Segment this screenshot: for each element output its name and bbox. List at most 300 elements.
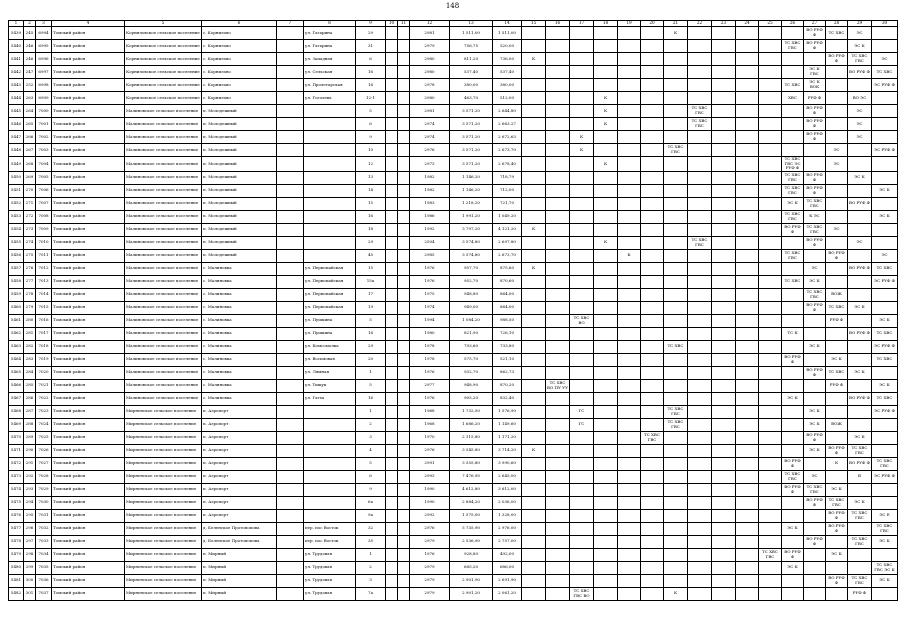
table-cell bbox=[872, 27, 898, 40]
table-row bbox=[9, 171, 898, 184]
table-cell: К bbox=[594, 118, 618, 131]
table-cell bbox=[782, 379, 804, 392]
table-cell bbox=[522, 431, 546, 444]
table-cell bbox=[712, 522, 736, 535]
table-cell bbox=[277, 262, 304, 275]
table-cell bbox=[618, 53, 641, 66]
table-cell bbox=[277, 197, 304, 210]
column-number: 7 bbox=[277, 21, 304, 27]
table-cell bbox=[522, 275, 546, 288]
table-cell: д. Беленское Протопопова bbox=[202, 535, 277, 548]
table-cell: 7009 bbox=[36, 223, 52, 236]
table-row bbox=[9, 535, 898, 548]
table-cell bbox=[570, 457, 594, 470]
table-cell: ЭС bbox=[848, 131, 872, 144]
table-row bbox=[9, 288, 898, 301]
table-cell bbox=[618, 405, 641, 418]
table-cell bbox=[546, 535, 570, 548]
table-cell bbox=[618, 118, 641, 131]
table-cell: 512,00 bbox=[493, 92, 522, 105]
table-row bbox=[9, 431, 898, 444]
table-cell bbox=[759, 353, 782, 366]
table-cell bbox=[570, 561, 594, 574]
table-cell bbox=[736, 92, 759, 105]
table-cell bbox=[594, 327, 618, 340]
table-cell bbox=[618, 587, 641, 600]
table-cell: 1976 bbox=[410, 275, 450, 288]
table-cell: Мирненское сельское поселение bbox=[125, 574, 202, 587]
table-cell bbox=[522, 327, 546, 340]
table-cell: 5 bbox=[356, 314, 386, 327]
table-cell: 5481 bbox=[9, 574, 24, 587]
column-number: 26 bbox=[782, 21, 804, 27]
table-cell: К bbox=[522, 223, 546, 236]
table-cell bbox=[304, 197, 356, 210]
table-cell bbox=[826, 431, 848, 444]
table-cell bbox=[664, 496, 688, 509]
table-cell: ЭС К ГВС bbox=[804, 66, 826, 79]
table-cell bbox=[386, 105, 398, 118]
table-cell bbox=[759, 236, 782, 249]
table-cell: Томский район bbox=[52, 444, 125, 457]
table-cell: 864,00 bbox=[493, 301, 522, 314]
table-cell bbox=[736, 457, 759, 470]
table-cell: 35 bbox=[356, 535, 386, 548]
table-cell: 1978 bbox=[410, 353, 450, 366]
table-cell bbox=[570, 53, 594, 66]
table-cell: 1 732,50 bbox=[450, 405, 493, 418]
table-cell bbox=[826, 197, 848, 210]
table-cell bbox=[664, 535, 688, 548]
table-cell: К bbox=[664, 27, 688, 40]
table-cell: 275 bbox=[24, 249, 36, 262]
column-number: 2 bbox=[24, 21, 36, 27]
table-cell bbox=[546, 587, 570, 600]
table-cell: 278 bbox=[24, 288, 36, 301]
table-cell: 2977 bbox=[410, 379, 450, 392]
table-cell: 12-1 bbox=[356, 92, 386, 105]
table-cell: ТС ХВС bbox=[782, 275, 804, 288]
table-cell bbox=[594, 197, 618, 210]
table-cell: ВО РУФ Ф bbox=[804, 496, 826, 509]
table-cell bbox=[736, 144, 759, 157]
table-cell: 949,00 bbox=[450, 301, 493, 314]
table-cell bbox=[594, 340, 618, 353]
table-cell: 29 bbox=[356, 236, 386, 249]
table-cell bbox=[386, 92, 398, 105]
table-cell: 2974 bbox=[410, 131, 450, 144]
table-cell bbox=[546, 340, 570, 353]
table-cell: ВО РУФ Ф bbox=[804, 27, 826, 40]
table-cell bbox=[386, 392, 398, 405]
table-cell: 6 bbox=[356, 470, 386, 483]
table-row bbox=[9, 366, 898, 379]
table-cell bbox=[546, 249, 570, 262]
table-cell bbox=[712, 548, 736, 561]
table-cell: ВО РУФ Ф bbox=[782, 483, 804, 496]
table-cell bbox=[712, 457, 736, 470]
table-cell: Мирненское сельское поселение bbox=[125, 587, 202, 600]
table-cell: 3 571,20 bbox=[450, 144, 493, 157]
table-cell: 268 bbox=[24, 157, 36, 172]
table-cell: ВО РУФ Ф bbox=[848, 457, 872, 470]
table-cell bbox=[594, 353, 618, 366]
table-cell: п. Мирный bbox=[202, 561, 277, 574]
table-cell: 5458 bbox=[9, 275, 24, 288]
table-row bbox=[9, 496, 898, 509]
table-cell bbox=[688, 223, 712, 236]
table-cell: ЭС РУФ Ф bbox=[872, 340, 898, 353]
table-cell: 2 976,00 bbox=[493, 522, 522, 535]
table-cell: Томский район bbox=[52, 301, 125, 314]
table-cell bbox=[782, 509, 804, 522]
table-cell bbox=[736, 40, 759, 53]
table-cell: Малиновское сельское поселение bbox=[125, 197, 202, 210]
table-cell: 463,70 bbox=[450, 92, 493, 105]
table-cell bbox=[546, 457, 570, 470]
table-cell bbox=[688, 157, 712, 172]
table-cell bbox=[522, 561, 546, 574]
column-number: 11 bbox=[398, 21, 410, 27]
table-cell bbox=[594, 27, 618, 40]
table-cell bbox=[386, 353, 398, 366]
table-cell bbox=[712, 483, 736, 496]
table-cell: ЭС bbox=[826, 223, 848, 236]
table-cell bbox=[736, 366, 759, 379]
table-cell bbox=[736, 392, 759, 405]
table-cell bbox=[398, 574, 410, 587]
table-cell: 718,79 bbox=[493, 171, 522, 184]
table-cell bbox=[618, 379, 641, 392]
table-cell: 263 bbox=[24, 92, 36, 105]
table-cell bbox=[688, 379, 712, 392]
table-cell: 793,60 bbox=[450, 340, 493, 353]
table-cell: 1 511,00 bbox=[493, 27, 522, 40]
table-cell: 1 bbox=[356, 366, 386, 379]
table-cell bbox=[664, 157, 688, 172]
table-cell: п. Молодежный bbox=[202, 144, 277, 157]
table-cell bbox=[398, 509, 410, 522]
table-cell bbox=[872, 40, 898, 53]
table-cell: 7036 bbox=[36, 574, 52, 587]
table-cell: 5465 bbox=[9, 366, 24, 379]
table-cell: 5462 bbox=[9, 327, 24, 340]
table-cell: 6997 bbox=[36, 66, 52, 79]
table-cell: 3 990,60 bbox=[493, 457, 522, 470]
table-cell: 1994 bbox=[410, 314, 450, 327]
table-cell: 5466 bbox=[9, 379, 24, 392]
table-row bbox=[9, 249, 898, 262]
table-cell: 288 bbox=[24, 418, 36, 431]
table-cell: ТС ХВС ГВС bbox=[782, 40, 804, 53]
table-cell: 3 545,80 bbox=[450, 444, 493, 457]
table-cell bbox=[641, 470, 664, 483]
table-cell bbox=[570, 509, 594, 522]
table-cell: 1982 bbox=[410, 171, 450, 184]
table-cell: 1 576,90 bbox=[493, 405, 522, 418]
table-cell bbox=[712, 249, 736, 262]
table-cell: ул. Гагеа bbox=[304, 392, 356, 405]
table-cell: ВО РУФ Ф bbox=[826, 509, 848, 522]
table-cell: Томский район bbox=[52, 418, 125, 431]
table-cell: 16 bbox=[356, 79, 386, 92]
table-cell bbox=[872, 418, 898, 431]
table-cell bbox=[712, 379, 736, 392]
table-cell bbox=[759, 327, 782, 340]
table-cell: 575,70 bbox=[450, 353, 493, 366]
table-cell bbox=[594, 66, 618, 79]
table-cell: ТС К bbox=[782, 327, 804, 340]
table-row bbox=[9, 522, 898, 535]
table-cell bbox=[759, 301, 782, 314]
column-number: 22 bbox=[688, 21, 712, 27]
table-cell: ЭС К bbox=[872, 314, 898, 327]
table-cell: 3 571,20 bbox=[450, 131, 493, 144]
table-cell bbox=[522, 27, 546, 40]
table-cell bbox=[594, 40, 618, 53]
table-cell bbox=[848, 79, 872, 92]
table-cell bbox=[618, 470, 641, 483]
table-cell: ТС ХВС bbox=[872, 327, 898, 340]
table-cell bbox=[782, 105, 804, 118]
table-cell bbox=[546, 509, 570, 522]
table-cell bbox=[618, 131, 641, 144]
table-cell bbox=[848, 340, 872, 353]
table-cell: с. Малиновка bbox=[202, 262, 277, 275]
table-cell bbox=[546, 66, 570, 79]
table-cell bbox=[736, 418, 759, 431]
table-cell: ТС ХВС bbox=[826, 301, 848, 314]
table-cell: ТС ХВС ГВС bbox=[826, 496, 848, 509]
table-cell bbox=[618, 79, 641, 92]
table-cell: ВО РУФ Ф bbox=[804, 184, 826, 197]
table-cell bbox=[304, 131, 356, 144]
table-cell bbox=[594, 470, 618, 483]
table-cell: п. Мирный bbox=[202, 587, 277, 600]
table-cell bbox=[736, 223, 759, 236]
table-cell: п. Аэропорт bbox=[202, 457, 277, 470]
table-row bbox=[9, 131, 898, 144]
table-cell: ЭС bbox=[848, 105, 872, 118]
table-cell bbox=[594, 392, 618, 405]
table-cell bbox=[712, 40, 736, 53]
table-cell: 7004 bbox=[36, 157, 52, 172]
table-cell bbox=[759, 483, 782, 496]
table-cell: п. Аэропорт bbox=[202, 483, 277, 496]
table-cell bbox=[641, 483, 664, 496]
table-cell bbox=[594, 314, 618, 327]
table-cell bbox=[277, 210, 304, 223]
table-cell bbox=[848, 288, 872, 301]
table-cell bbox=[804, 522, 826, 535]
table-cell bbox=[688, 353, 712, 366]
table-cell: Томский район bbox=[52, 548, 125, 561]
table-cell bbox=[522, 392, 546, 405]
table-cell: 7а bbox=[356, 587, 386, 600]
table-cell bbox=[736, 301, 759, 314]
table-cell bbox=[736, 561, 759, 574]
table-cell bbox=[804, 314, 826, 327]
table-cell bbox=[546, 236, 570, 249]
table-cell: К bbox=[522, 262, 546, 275]
table-cell bbox=[386, 144, 398, 157]
table-cell bbox=[522, 340, 546, 353]
table-cell bbox=[688, 275, 712, 288]
table-cell bbox=[570, 210, 594, 223]
table-cell: Томский район bbox=[52, 561, 125, 574]
table-cell: Малиновское сельское поселение bbox=[125, 105, 202, 118]
table-row bbox=[9, 314, 898, 327]
table-row bbox=[9, 92, 898, 105]
table-cell: Томский район bbox=[52, 105, 125, 118]
table-row bbox=[9, 379, 898, 392]
table-cell bbox=[594, 249, 618, 262]
table-cell bbox=[641, 105, 664, 118]
table-cell: 18 bbox=[356, 223, 386, 236]
table-cell: 285 bbox=[24, 379, 36, 392]
table-cell: 726,10 bbox=[493, 327, 522, 340]
table-cell bbox=[848, 379, 872, 392]
table-row bbox=[9, 262, 898, 275]
table-cell: ТС ХВС ВО bbox=[570, 314, 594, 327]
table-cell: ул. Трудовая bbox=[304, 548, 356, 561]
table-cell bbox=[736, 314, 759, 327]
table-cell bbox=[641, 509, 664, 522]
table-cell: 9а bbox=[356, 509, 386, 522]
table-cell: 870,20 bbox=[493, 379, 522, 392]
table-cell bbox=[386, 249, 398, 262]
table-cell: Мирненское сельское поселение bbox=[125, 535, 202, 548]
table-cell bbox=[618, 301, 641, 314]
table-cell: ЭС РУФ Ф bbox=[872, 275, 898, 288]
table-cell: ВО РУФ Ф bbox=[804, 236, 826, 249]
table-cell: 2980 bbox=[410, 92, 450, 105]
table-cell: ВО РУФ Ф bbox=[804, 535, 826, 548]
table-cell bbox=[594, 275, 618, 288]
table-cell: 1968 bbox=[410, 418, 450, 431]
table-cell bbox=[398, 314, 410, 327]
table-cell bbox=[522, 587, 546, 600]
table-cell: ЭС К bbox=[826, 548, 848, 561]
table-cell bbox=[688, 131, 712, 144]
table-cell: РУФ Ф bbox=[804, 92, 826, 105]
table-cell bbox=[759, 314, 782, 327]
table-cell bbox=[618, 548, 641, 561]
table-cell bbox=[594, 483, 618, 496]
table-cell: 712,00 bbox=[493, 184, 522, 197]
table-cell bbox=[618, 105, 641, 118]
table-cell bbox=[641, 379, 664, 392]
table-cell: ЭС РУФ Ф bbox=[872, 79, 898, 92]
table-cell bbox=[398, 483, 410, 496]
table-cell bbox=[641, 249, 664, 262]
table-cell: 1970 bbox=[410, 431, 450, 444]
table-cell: Малиновское сельское поселение bbox=[125, 262, 202, 275]
table-cell: 5468 bbox=[9, 405, 24, 418]
table-cell: ЭС К bbox=[848, 496, 872, 509]
table-cell: 7031 bbox=[36, 509, 52, 522]
table-cell bbox=[688, 249, 712, 262]
table-cell: ВО РУФ Ф bbox=[804, 40, 826, 53]
table-cell bbox=[277, 587, 304, 600]
table-cell bbox=[664, 301, 688, 314]
table-cell bbox=[570, 79, 594, 92]
table-cell: 5453 bbox=[9, 210, 24, 223]
table-cell bbox=[277, 223, 304, 236]
table-cell bbox=[664, 275, 688, 288]
table-cell bbox=[641, 366, 664, 379]
table-cell bbox=[304, 509, 356, 522]
column-number: 29 bbox=[848, 21, 872, 27]
table-cell: 19 bbox=[356, 301, 386, 314]
table-cell: 7026 bbox=[36, 444, 52, 457]
table-cell bbox=[546, 431, 570, 444]
table-cell bbox=[759, 144, 782, 157]
table-cell bbox=[277, 40, 304, 53]
table-cell bbox=[386, 470, 398, 483]
table-cell: п. Молодежный bbox=[202, 171, 277, 184]
table-cell bbox=[386, 301, 398, 314]
table-cell: 5475 bbox=[9, 496, 24, 509]
table-cell bbox=[386, 40, 398, 53]
table-cell: 3 574,80 bbox=[450, 249, 493, 262]
table-cell: 1983 bbox=[410, 197, 450, 210]
table-cell: 1976 bbox=[410, 392, 450, 405]
column-number: 21 bbox=[664, 21, 688, 27]
table-cell bbox=[712, 405, 736, 418]
table-cell: 3 bbox=[356, 574, 386, 587]
table-cell: 2979 bbox=[410, 574, 450, 587]
table-cell: ТС ХВС ГВС bbox=[848, 535, 872, 548]
table-cell: 29 bbox=[356, 340, 386, 353]
table-cell: ЭС К bbox=[804, 418, 826, 431]
table-cell: 905,20 bbox=[450, 392, 493, 405]
table-row bbox=[9, 587, 898, 600]
table-cell bbox=[570, 483, 594, 496]
table-cell bbox=[618, 353, 641, 366]
table-cell: 5454 bbox=[9, 223, 24, 236]
table-cell: Малиновское сельское поселение bbox=[125, 144, 202, 157]
table-cell bbox=[277, 405, 304, 418]
table-cell: ТС ХВС ГВС bbox=[641, 431, 664, 444]
table-cell bbox=[848, 405, 872, 418]
table-cell: Томский район bbox=[52, 249, 125, 262]
table-cell: ВО РУФ Ф bbox=[826, 444, 848, 457]
table-cell: 7010 bbox=[36, 236, 52, 249]
table-cell: 17 bbox=[356, 288, 386, 301]
table-cell: п. Аэропорт bbox=[202, 496, 277, 509]
table-cell: ТС ХВС ГВС bbox=[804, 288, 826, 301]
table-cell: ТС ХВС bbox=[872, 392, 898, 405]
table-cell: 286 bbox=[24, 392, 36, 405]
table-cell bbox=[277, 157, 304, 172]
table-cell bbox=[398, 301, 410, 314]
table-cell bbox=[522, 509, 546, 522]
table-cell: 6995 bbox=[36, 40, 52, 53]
table-cell: Мирненское сельское поселение bbox=[125, 483, 202, 496]
table-cell: 15а bbox=[356, 275, 386, 288]
table-cell bbox=[386, 131, 398, 144]
table-cell: К bbox=[522, 53, 546, 66]
table-cell: 280 bbox=[24, 314, 36, 327]
table-cell: ВО РУФ Ф bbox=[826, 522, 848, 535]
table-cell: Малиновское сельское поселение bbox=[125, 236, 202, 249]
table-cell bbox=[522, 157, 546, 172]
table-cell: 267 bbox=[24, 144, 36, 157]
table-cell bbox=[826, 210, 848, 223]
table-cell bbox=[736, 379, 759, 392]
table-cell: К bbox=[594, 236, 618, 249]
